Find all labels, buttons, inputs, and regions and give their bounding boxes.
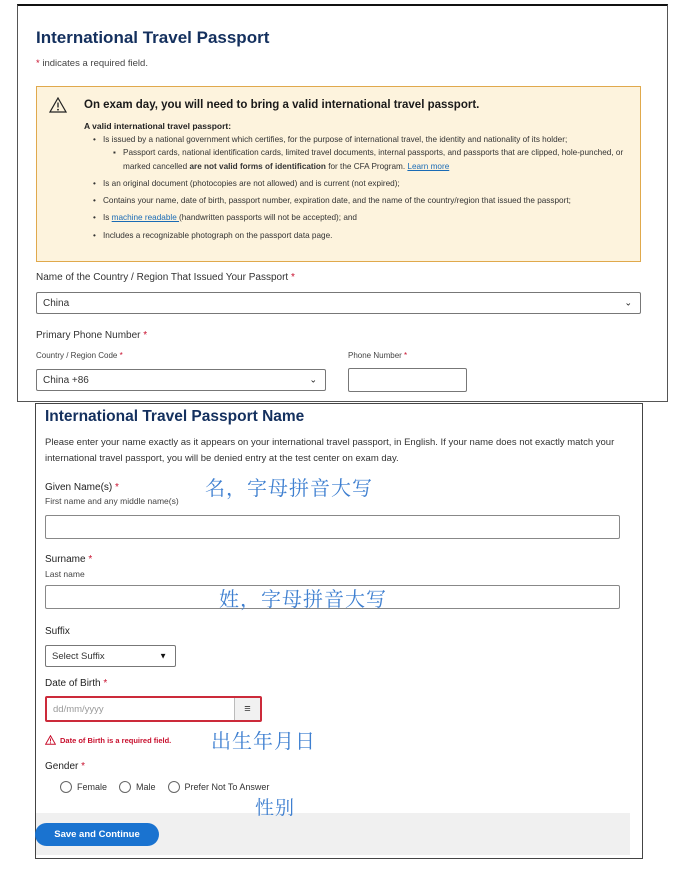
gender-option-prefer-not[interactable] bbox=[168, 781, 270, 793]
surname-label-text: Surname bbox=[45, 554, 86, 565]
passport-warning-box bbox=[36, 86, 641, 262]
gender-option-label: Male bbox=[136, 782, 156, 792]
phone-number-label bbox=[348, 351, 407, 360]
country-code-label bbox=[36, 351, 123, 360]
required-star: * bbox=[119, 351, 123, 360]
section-description: Please enter your name exactly as it appears on your international travel passport, in English. If your name does not exactly match your international travel passport, you will be denied entry at the test center on exam day. bbox=[45, 437, 615, 464]
list-item-text: Passport cards, national identification cards, limited travel documents, internal passports, and passports that are clipped, hole-punched, or marked cancelled bbox=[123, 148, 624, 171]
list-item-text: Is bbox=[103, 213, 112, 223]
radio-button[interactable] bbox=[168, 781, 180, 793]
suffix-select[interactable] bbox=[45, 645, 176, 667]
gender-label-text: Gender bbox=[45, 761, 79, 772]
calendar-icon[interactable]: ≡ bbox=[234, 698, 260, 720]
required-star: * bbox=[88, 554, 93, 565]
issuing-country-label bbox=[36, 272, 295, 283]
dob-error-text: Date of Birth is a required field. bbox=[60, 735, 172, 745]
machine-readable-link[interactable]: machine readable bbox=[111, 213, 180, 223]
radio-button[interactable] bbox=[119, 781, 131, 793]
dob-error bbox=[45, 735, 171, 745]
radio-button[interactable] bbox=[60, 781, 72, 793]
annotation-gender: 性别 bbox=[255, 797, 296, 819]
gender-option-label: Female bbox=[77, 782, 108, 792]
required-star: * bbox=[115, 482, 119, 493]
annotation-dob: 出生年月日 bbox=[211, 729, 316, 753]
given-name-hint: First name and any middle name(s) bbox=[45, 496, 179, 506]
list-item-text: for the CFA Program. bbox=[325, 161, 408, 171]
chevron-down-icon: ⌄ bbox=[624, 297, 632, 308]
gender-option-male[interactable] bbox=[119, 781, 156, 793]
chevron-down-icon: ⌄ bbox=[309, 374, 317, 385]
required-note bbox=[36, 58, 148, 69]
gender-label bbox=[45, 761, 85, 772]
surname-label bbox=[45, 554, 92, 565]
required-star: * bbox=[290, 272, 295, 283]
section-title: International Travel Passport Name bbox=[45, 408, 305, 425]
list-item-text: (handwritten passports will not be accepted); and bbox=[179, 213, 357, 223]
issuing-country-label-text: Name of the Country / Region That Issued Your Passport bbox=[36, 272, 289, 283]
phone-number-label-text: Phone Number bbox=[348, 351, 402, 360]
given-name-label-text: Given Name(s) bbox=[45, 482, 113, 493]
save-and-continue-button[interactable]: Save and Continue bbox=[35, 823, 159, 846]
country-code-select[interactable] bbox=[36, 369, 326, 391]
list-item bbox=[93, 146, 638, 173]
required-star: * bbox=[36, 58, 40, 69]
passport-panel bbox=[17, 4, 668, 402]
list-item: • Includes a recognizable photograph on the passport data page. bbox=[93, 229, 638, 242]
page-title: International Travel Passport bbox=[36, 28, 270, 47]
list-item: • Is issued by a national government which certifies, for the purpose of international travel, the identity and nationality of its holder; bbox=[93, 133, 638, 146]
warning-heading: On exam day, you will need to bring a valid international travel passport. bbox=[84, 99, 480, 111]
issuing-country-value: China bbox=[43, 297, 70, 309]
warning-list bbox=[93, 133, 638, 242]
list-item bbox=[93, 211, 638, 224]
annotation-given-name: 名，字母拼音大写 bbox=[205, 476, 373, 500]
required-star: * bbox=[81, 761, 86, 772]
country-code-value: China +86 bbox=[43, 374, 89, 386]
gender-option-label: Prefer Not To Answer bbox=[184, 782, 270, 792]
learn-more-link[interactable]: Learn more bbox=[407, 161, 450, 171]
gender-radio-group bbox=[60, 781, 281, 793]
required-note-text: indicates a required field. bbox=[42, 58, 148, 69]
primary-phone-label bbox=[36, 330, 147, 341]
surname-hint: Last name bbox=[45, 569, 85, 579]
suffix-label: Suffix bbox=[45, 626, 70, 637]
given-name-label bbox=[45, 482, 119, 493]
issuing-country-select[interactable] bbox=[36, 292, 641, 314]
required-star: * bbox=[103, 678, 108, 689]
gender-option-female[interactable] bbox=[60, 781, 107, 793]
phone-number-field[interactable] bbox=[348, 368, 467, 392]
list-item: • Is an original document (photocopies are not allowed) and is current (not expired); bbox=[93, 177, 638, 190]
dob-field[interactable] bbox=[45, 696, 262, 722]
dob-label-text: Date of Birth bbox=[45, 678, 101, 689]
given-name-field[interactable] bbox=[45, 515, 620, 539]
country-code-label-text: Country / Region Code bbox=[36, 351, 118, 360]
list-item-bold-text: are not valid forms of identification bbox=[189, 161, 326, 171]
warning-icon bbox=[49, 97, 67, 113]
suffix-value: Select Suffix bbox=[52, 650, 105, 662]
list-item: • Contains your name, date of birth, passport number, expiration date, and the name of the country/region that issued the passport; bbox=[93, 194, 638, 207]
caret-down-icon: ▼ bbox=[159, 651, 167, 661]
dob-placeholder: dd/mm/yyyy bbox=[53, 703, 104, 715]
dob-label bbox=[45, 678, 107, 689]
required-star: * bbox=[143, 330, 148, 341]
required-star: * bbox=[404, 351, 408, 360]
warning-subheading: A valid international travel passport: bbox=[84, 121, 232, 131]
error-warning-icon bbox=[45, 735, 56, 745]
primary-phone-label-text: Primary Phone Number bbox=[36, 330, 141, 341]
annotation-surname: 姓，字母拼音大写 bbox=[219, 587, 387, 611]
